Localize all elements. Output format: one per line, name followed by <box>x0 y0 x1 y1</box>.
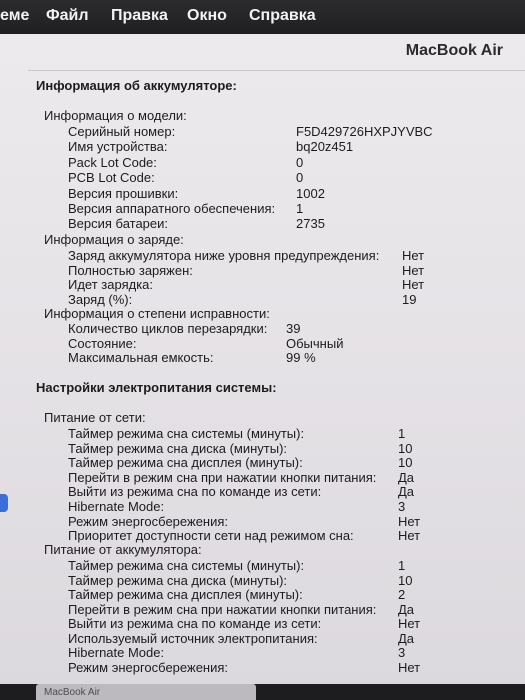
model-row <box>0 170 525 186</box>
menu-window[interactable]: Окно <box>187 7 227 24</box>
battery-power-row-label: Hibernate Mode: <box>68 645 165 660</box>
menu-app-name[interactable]: еме <box>0 7 30 24</box>
ac-power-row-value: Да <box>398 484 415 500</box>
battery-power-row-value: Да <box>398 601 415 617</box>
model-row <box>0 124 525 140</box>
model-row-value: bq20z451 <box>296 139 354 155</box>
menu-edit[interactable]: Правка <box>111 7 168 24</box>
ac-power-row <box>0 470 525 486</box>
charge-row-label: Заряд аккумулятора ниже уровня предупреждения: <box>68 248 380 263</box>
battery-info-heading: Информация об аккумуляторе: <box>36 78 237 93</box>
battery-power-row-label: Режим энергосбережения: <box>68 659 229 675</box>
health-row-value: 99 % <box>286 350 316 365</box>
ac-power-row <box>0 484 525 500</box>
ac-power-row-label: Таймер режима сна дисплея (минуты): <box>68 455 303 471</box>
health-row-value: Обычный <box>286 335 344 351</box>
battery-power-row-value: 10 <box>398 572 413 588</box>
ac-power-row-label: Выйти из режима сна по команде из сети: <box>68 484 322 500</box>
ac-power-row-label: Таймер режима сна диска (минуты): <box>68 440 288 456</box>
ac-power-row-value: Нет <box>398 528 421 544</box>
health-row-label: Состояние: <box>68 335 137 351</box>
ac-power-row-value: 1 <box>398 426 406 441</box>
charge-row-value: Нет <box>402 248 425 263</box>
health-row-label: Количество циклов перезарядки: <box>68 321 268 336</box>
battery-power-row-label: Таймер режима сна системы (минуты): <box>68 558 305 573</box>
menu-file[interactable]: Файл <box>46 7 89 24</box>
battery-power-row-value: Да <box>398 630 415 646</box>
model-row-value: 1002 <box>296 185 325 201</box>
charge-row-label: Идет зарядка: <box>68 277 154 292</box>
model-row <box>0 186 525 202</box>
ac-power-row <box>0 426 525 442</box>
window-tab-label: MacBook Air <box>44 687 101 698</box>
model-info-label: Информация о модели: <box>44 108 187 123</box>
model-row-value: 2735 <box>296 216 325 232</box>
battery-power-row-value: 2 <box>398 587 406 602</box>
battery-power-label: Питание от аккумулятора: <box>44 542 202 557</box>
health-row-value: 39 <box>286 321 301 336</box>
charge-row-label: Полностью заряжен: <box>68 262 193 278</box>
battery-power-row-label: Таймер режима сна дисплея (минуты): <box>68 587 303 602</box>
charge-row-label: Заряд (%): <box>68 291 133 307</box>
title-divider <box>28 70 525 71</box>
ac-power-row-label: Перейти в режим сна при нажатии кнопки питания: <box>68 469 377 485</box>
battery-power-row-value: 3 <box>398 645 406 660</box>
health-row <box>0 350 525 366</box>
battery-power-row-label: Перейти в режим сна при нажатии кнопки питания: <box>68 601 377 617</box>
model-row-label: Версия батареи: <box>68 216 169 232</box>
model-row-label: Версия прошивки: <box>68 185 179 201</box>
ac-power-row-value: 10 <box>398 455 413 471</box>
model-row-value: 1 <box>296 201 304 216</box>
model-row-label: Версия аппаратного обеспечения: <box>68 201 276 216</box>
model-row-value: 0 <box>296 170 304 186</box>
health-info-label: Информация о степени исправности: <box>44 306 270 321</box>
battery-power-row-label: Таймер режима сна диска (минуты): <box>68 572 288 588</box>
ac-power-row-value: 10 <box>398 440 413 456</box>
model-row-label: PCB Lot Code: <box>68 170 155 186</box>
battery-power-row <box>0 660 525 676</box>
battery-power-row-value: 1 <box>398 558 406 573</box>
ac-power-row-value: Да <box>398 469 415 485</box>
model-row-label: Серийный номер: <box>68 124 176 139</box>
ac-power-row <box>0 455 525 471</box>
ac-power-row <box>0 441 525 457</box>
model-row-value: 0 <box>296 154 304 170</box>
health-row-label: Максимальная емкость: <box>68 350 214 365</box>
model-row-value: F5D429726HXPJYVBC <box>296 124 433 139</box>
ac-power-row-value: Нет <box>398 513 421 529</box>
battery-power-row-value: Нет <box>398 616 421 631</box>
hardware-title: MacBook Air <box>405 42 503 59</box>
battery-power-row-label: Выйти из режима сна по команде из сети: <box>68 616 322 631</box>
ac-power-label: Питание от сети: <box>44 410 146 425</box>
battery-power-row-label: Используемый источник электропитания: <box>68 630 318 646</box>
ac-power-row-label: Таймер режима сна системы (минуты): <box>68 426 305 441</box>
model-row <box>0 201 525 217</box>
charge-row-value: Нет <box>402 277 425 292</box>
ac-power-row <box>0 499 525 515</box>
power-settings-heading: Настройки электропитания системы: <box>36 380 277 395</box>
charge-row-value: 19 <box>402 291 417 307</box>
model-row <box>0 139 525 155</box>
dock-strip <box>0 684 525 700</box>
charge-info-label: Информация о заряде: <box>44 232 184 247</box>
ac-power-row-label: Hibernate Mode: <box>68 499 165 514</box>
model-row <box>0 216 525 232</box>
menu-help[interactable]: Справка <box>249 7 316 24</box>
model-row <box>0 155 525 171</box>
charge-row-value: Нет <box>402 262 425 278</box>
model-row-label: Pack Lot Code: <box>68 154 157 170</box>
ac-power-row-label: Приоритет доступности сети над режимом сна: <box>68 528 354 544</box>
ac-power-row <box>0 514 525 530</box>
battery-power-row-value: Нет <box>398 659 421 675</box>
menu-bar <box>0 0 525 34</box>
system-information-window <box>0 34 525 684</box>
model-row-label: Имя устройства: <box>68 139 168 155</box>
ac-power-row-value: 3 <box>398 499 406 514</box>
ac-power-row-label: Режим энергосбережения: <box>68 513 229 529</box>
window-tab[interactable] <box>36 684 256 700</box>
